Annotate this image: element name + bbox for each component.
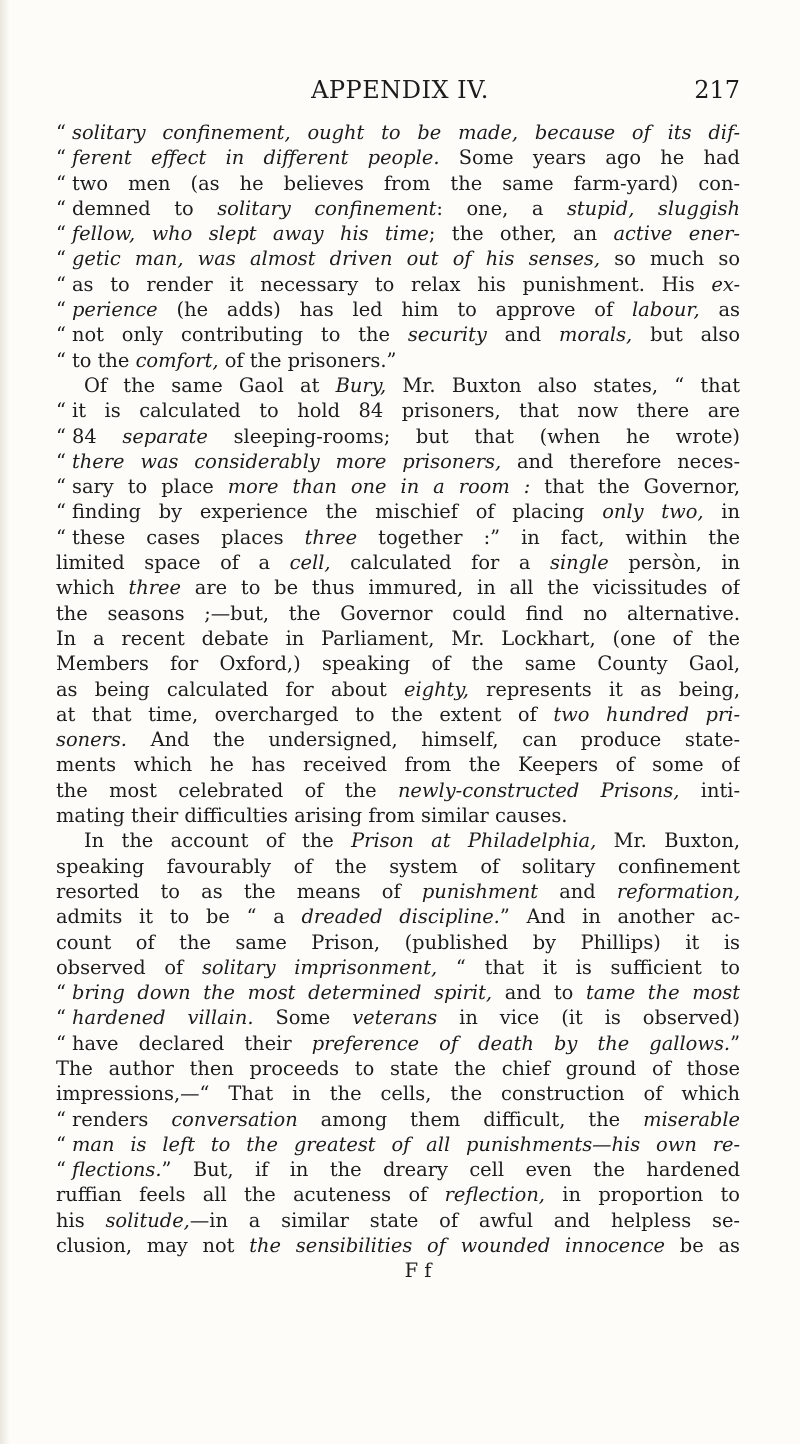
text-run: observed of <box>56 955 202 979</box>
text-line <box>56 322 740 347</box>
text-line <box>56 373 740 398</box>
text-line <box>56 1233 740 1258</box>
italic-text: flections. <box>72 1158 162 1182</box>
text-run: speaking favourably of the system of solitary confinement <box>56 854 740 878</box>
text-run: sleeping-rooms; but that (when he wrote) <box>207 424 740 448</box>
italic-text: Prison at Philadelphia, <box>351 829 597 853</box>
italic-text: labour, <box>631 298 700 322</box>
text-run: The author then proceeds to state the chief ground of those <box>56 1056 740 1080</box>
margin-quote-mark <box>56 196 72 221</box>
text-line <box>56 803 740 828</box>
text-run: ” <box>730 1031 740 1055</box>
italic-text: newly-constructed Prisons, <box>397 778 680 802</box>
text-run: but also <box>632 323 740 347</box>
margin-quote-mark <box>56 171 72 196</box>
italic-text: perience <box>72 298 158 322</box>
text-run: Some years ago he had <box>439 146 740 170</box>
text-line <box>56 1132 740 1157</box>
text-run: at that time, overcharged to the extent of <box>56 702 554 726</box>
margin-quote-mark <box>56 525 72 550</box>
margin-quote-mark <box>56 424 72 449</box>
margin-quote-mark <box>56 1031 72 1056</box>
text-run: ruffian feels all the acuteness of <box>56 1183 445 1207</box>
italic-text: conversation <box>171 1107 298 1131</box>
text-run: Some <box>253 1006 353 1030</box>
italic-text: preference of death by the gallows. <box>311 1031 731 1055</box>
text-line <box>56 398 740 423</box>
margin-quote-mark <box>56 221 72 246</box>
margin-quote-mark <box>56 1157 72 1182</box>
text-line <box>56 651 740 676</box>
text-run: as being calculated for about <box>56 677 405 701</box>
text-line <box>56 677 740 702</box>
text-run: count of the same Prison, (published by Phillips) it is <box>56 930 740 954</box>
text-run: limited space of a <box>56 551 290 575</box>
italic-text: solitude, <box>105 1208 190 1232</box>
text-run: (he adds) has led him to approve of <box>157 298 632 322</box>
italic-text: single <box>550 551 609 575</box>
text-run: in vice (it is observed) <box>437 1006 740 1030</box>
italic-text: active ener- <box>613 222 740 246</box>
italic-text: there was considerably more prisoners, <box>72 449 502 473</box>
text-run: are to be thus immured, in all the vicissitudes of <box>180 576 740 600</box>
text-line <box>56 1157 740 1182</box>
text-line <box>56 525 740 550</box>
margin-quote-mark <box>56 145 72 170</box>
text-run: clusion, may not <box>56 1234 250 1258</box>
text-run: in <box>703 500 740 524</box>
text-run: be as <box>665 1234 740 1258</box>
text-run: —in a similar state of awful and helpless se- <box>189 1208 740 1232</box>
margin-quote-mark <box>56 1132 72 1157</box>
text-run: that the Governor, <box>530 475 740 499</box>
text-run: And the undersigned, himself, can produce state- <box>126 728 740 752</box>
text-run: not only contributing to the <box>72 323 408 347</box>
italic-text: only two, <box>602 500 704 524</box>
italic-text: stupid, sluggish <box>566 196 740 220</box>
italic-text: getic man, was almost driven out of his senses, <box>72 247 601 271</box>
running-head: APPENDIX IV. <box>311 76 489 104</box>
text-run: ” And in another ac- <box>499 905 740 929</box>
text-run: Mr. Buxton, <box>596 829 740 853</box>
italic-text: reformation, <box>616 879 740 903</box>
italic-text: ferent effect in different people. <box>72 146 440 170</box>
text-run: two men (as he believes from the same farm-yard) con- <box>72 171 740 195</box>
margin-quote-mark <box>56 272 72 297</box>
text-run: Members for Oxford,) speaking of the same County Gaol, <box>56 652 740 676</box>
italic-text: reflection, <box>444 1183 545 1207</box>
text-run: as to render it necessary to relax his punishment. His <box>72 272 712 296</box>
text-run: 84 <box>72 424 123 448</box>
text-line <box>56 499 740 524</box>
italic-text: cell, <box>289 551 331 575</box>
page-number: 217 <box>694 76 740 104</box>
text-run: ments which he has received from the Keepers of some of <box>56 753 740 777</box>
text-run: the most celebrated of the <box>56 778 398 802</box>
italic-text: solitary imprisonment, <box>201 955 438 979</box>
italic-text: soners. <box>56 728 127 752</box>
text-run: and to <box>492 981 586 1005</box>
italic-text: hardened villain. <box>72 1006 254 1030</box>
italic-text: dreaded discipline. <box>301 905 500 929</box>
italic-text: tame the most <box>585 981 740 1005</box>
margin-quote-mark <box>56 449 72 474</box>
page-header <box>60 76 740 112</box>
text-run: together :” in fact, within the <box>357 525 740 549</box>
text-run: Mr. Buxton also states, “ that <box>386 373 740 397</box>
text-run: and <box>486 323 559 347</box>
text-run: which <box>56 576 129 600</box>
text-line <box>56 930 740 955</box>
page-gutter <box>0 0 10 1444</box>
text-line <box>56 828 740 853</box>
text-line <box>56 955 740 980</box>
text-line <box>56 1056 740 1081</box>
italic-text: more than one in a room : <box>227 475 531 499</box>
italic-text: three <box>128 576 181 600</box>
text-run: ” But, if in the dreary cell even the hardened <box>161 1158 740 1182</box>
text-line <box>56 120 740 145</box>
text-run: his <box>56 1208 106 1232</box>
text-run: represents it as being, <box>468 677 740 701</box>
text-line <box>56 1107 740 1132</box>
text-run: demned to <box>72 196 218 220</box>
text-line <box>56 1081 740 1106</box>
text-line <box>56 246 740 271</box>
text-run: “ that it is sufficient to <box>437 955 740 979</box>
text-run: among them difficult, the <box>297 1107 644 1131</box>
italic-text: the sensibilities of wounded innocence <box>249 1234 666 1258</box>
body-text <box>56 120 740 1284</box>
text-run: In the account of the <box>84 829 352 853</box>
text-run: persòn, in <box>608 551 740 575</box>
text-line <box>56 752 740 777</box>
text-run: : one, a <box>436 196 567 220</box>
text-run: ; the other, an <box>428 222 614 246</box>
text-run: finding by experience the mischief of placing <box>72 500 603 524</box>
text-run: impressions,—“ That in the cells, the construction of which <box>56 1082 740 1106</box>
text-line <box>56 424 740 449</box>
text-line <box>56 575 740 600</box>
italic-text: ex- <box>711 272 740 296</box>
text-line <box>56 854 740 879</box>
italic-text: solitary confinement, ought to be made, because of its dif- <box>72 121 740 144</box>
text-line <box>56 1208 740 1233</box>
text-run: so much so <box>600 247 740 271</box>
text-line <box>56 1182 740 1207</box>
text-line <box>56 272 740 297</box>
text-line <box>56 449 740 474</box>
text-line <box>56 171 740 196</box>
margin-quote-mark <box>56 246 72 271</box>
italic-text: Bury, <box>335 373 387 397</box>
text-line <box>56 904 740 929</box>
italic-text: fellow, who slept away his time <box>72 222 429 246</box>
text-line <box>56 702 740 727</box>
margin-quote-mark <box>56 1107 72 1132</box>
italic-text: comfort, <box>135 348 219 372</box>
signature-mark: F f <box>404 1259 432 1283</box>
text-run: calculated for a <box>330 551 550 575</box>
text-run: renders <box>72 1107 172 1131</box>
text-line <box>56 221 740 246</box>
margin-quote-mark <box>56 474 72 499</box>
text-line <box>56 626 740 651</box>
text-line <box>56 196 740 221</box>
margin-quote-mark <box>56 297 72 322</box>
text-run: have declared their <box>72 1031 312 1055</box>
text-line <box>56 474 740 499</box>
text-line <box>56 1031 740 1056</box>
italic-text: two hundred pri- <box>553 702 740 726</box>
italic-text: security <box>407 323 487 347</box>
text-run: resorted to as the means of <box>56 879 422 903</box>
text-line <box>56 348 740 373</box>
text-run: inti- <box>679 778 740 802</box>
italic-text: separate <box>122 424 208 448</box>
italic-text: eighty, <box>404 677 469 701</box>
margin-quote-mark <box>56 348 72 373</box>
text-line <box>56 879 740 904</box>
italic-text: morals, <box>559 323 633 347</box>
text-run: as <box>699 298 740 322</box>
text-run: of the prisoners.” <box>218 348 397 372</box>
text-run: mating their difficulties arising from similar causes. <box>56 804 568 828</box>
text-line <box>56 550 740 575</box>
margin-quote-mark <box>56 120 72 145</box>
margin-quote-mark <box>56 499 72 524</box>
text-run: these cases places <box>72 525 305 549</box>
text-run: admits it to be “ a <box>56 905 302 929</box>
text-line <box>56 601 740 626</box>
text-run: In a recent debate in Parliament, Mr. Lockhart, (one of the <box>56 626 740 650</box>
text-run: the seasons ;—but, the Governor could find no alternative. <box>56 601 740 625</box>
text-line <box>56 727 740 752</box>
text-line <box>56 297 740 322</box>
text-run: Of the same Gaol at <box>84 373 336 397</box>
text-run: and therefore neces- <box>501 449 740 473</box>
text-run: to the <box>72 348 136 372</box>
text-line <box>56 980 740 1005</box>
italic-text: man is left to the greatest of all punishments—his own re- <box>72 1132 740 1156</box>
text-run: it is calculated to hold 84 prisoners, that now there are <box>72 399 740 423</box>
italic-text: three <box>304 525 358 549</box>
text-run: in proportion to <box>544 1183 740 1207</box>
italic-text: punishment <box>421 879 539 903</box>
margin-quote-mark <box>56 1005 72 1030</box>
margin-quote-mark <box>56 398 72 423</box>
italic-text: solitary confinement <box>217 196 437 220</box>
text-line <box>56 778 740 803</box>
text-run: sary to place <box>72 475 228 499</box>
margin-quote-mark <box>56 980 72 1005</box>
italic-text: veterans <box>352 1006 438 1030</box>
italic-text: bring down the most determined spirit, <box>72 981 493 1005</box>
margin-quote-mark <box>56 322 72 347</box>
text-line <box>56 145 740 170</box>
text-line <box>56 1005 740 1030</box>
italic-text: miserable <box>643 1107 740 1131</box>
text-run: and <box>538 879 617 903</box>
